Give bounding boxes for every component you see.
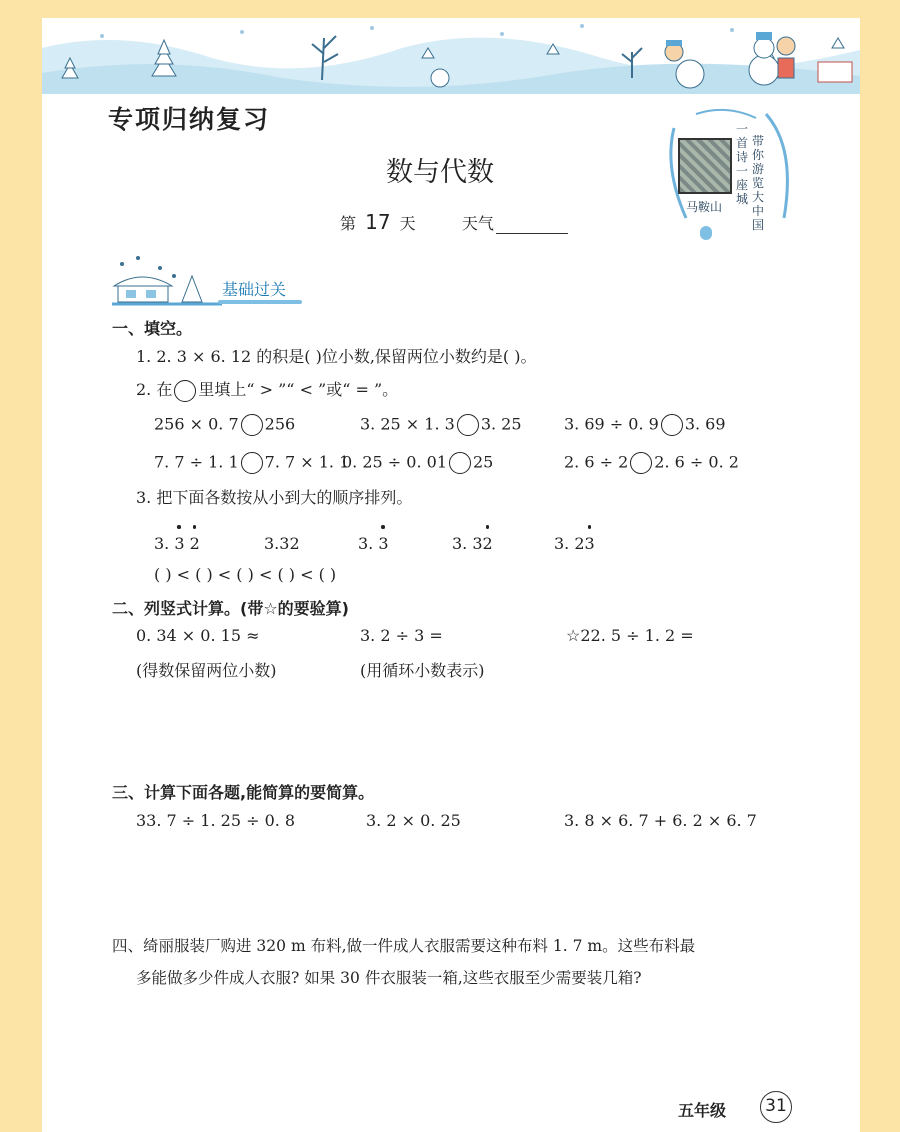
q2-item-2: 3. 2 ÷ 3 = bbox=[360, 626, 443, 645]
q3-item-3: 3. 8 × 6. 7 + 6. 2 × 6. 7 bbox=[564, 811, 757, 830]
compare-circle[interactable] bbox=[661, 414, 683, 436]
compare-circle[interactable] bbox=[241, 452, 263, 474]
compare-circle[interactable] bbox=[241, 414, 263, 436]
compare-circle[interactable] bbox=[449, 452, 471, 474]
section-title: 专项归纳复习 bbox=[108, 105, 271, 134]
compare-right: 25 bbox=[473, 452, 494, 472]
q1-item2-suffix: 里填上“ > ”“ < ”或“ = ”。 bbox=[198, 380, 399, 399]
compare-right: 2. 6 ÷ 0. 2 bbox=[654, 452, 739, 472]
decimal-number-3: 3. 3 bbox=[358, 534, 389, 553]
compare-left: 0. 25 ÷ 0. 01 bbox=[342, 452, 447, 472]
compare-left: 2. 6 ÷ 2 bbox=[564, 452, 629, 472]
compare-right: 3. 25 bbox=[480, 414, 522, 434]
q2-item-3: ☆22. 5 ÷ 1. 2 = bbox=[566, 626, 694, 645]
worksheet-page bbox=[42, 18, 860, 1132]
decimal-number-2: 3.32 bbox=[264, 534, 300, 553]
compare-row-2-c bbox=[564, 452, 739, 474]
main-title: 数与代数 bbox=[386, 157, 494, 188]
q2-note-2: (用循环小数表示) bbox=[360, 661, 485, 680]
compare-circle[interactable] bbox=[630, 452, 652, 474]
winter-banner-illustration bbox=[42, 18, 860, 94]
weather-label: 天气 bbox=[461, 214, 494, 233]
compare-row-1-b bbox=[360, 414, 522, 436]
compare-circle[interactable] bbox=[457, 414, 479, 436]
grade-label: 五年级 bbox=[678, 1101, 727, 1120]
q1-item1: 1. 2. 3 × 6. 12 的积是( )位小数,保留两位小数约是( )。 bbox=[136, 347, 537, 366]
compare-circle-example bbox=[174, 380, 196, 402]
order-answer-row[interactable]: ( ) < ( ) < ( ) < ( ) < ( ) bbox=[154, 565, 337, 584]
q4-line-1: 四、绮丽服装厂购进 320 m 布料,做一件成人衣服需要这种布料 1. 7 m。这些布料最 bbox=[112, 937, 696, 955]
compare-left: 3. 69 ÷ 0. 9 bbox=[564, 414, 659, 434]
compare-row-2-a bbox=[154, 452, 349, 474]
compare-row-2-b bbox=[342, 452, 493, 474]
weather-blank[interactable] bbox=[496, 217, 568, 234]
day-line bbox=[340, 210, 568, 234]
badge-underline bbox=[218, 300, 302, 304]
q1-item2-prefix: 2. 在 bbox=[136, 380, 173, 399]
qr-caption-col2: 带你游览大中国 bbox=[752, 134, 765, 232]
q3-heading: 三、计算下面各题,能简算的要简算。 bbox=[112, 783, 375, 802]
qr-caption-col1: 一首诗一座城 bbox=[736, 122, 749, 206]
page-number: 31 bbox=[760, 1091, 792, 1123]
day-prefix: 第 bbox=[340, 214, 357, 233]
q1-item2 bbox=[136, 377, 398, 402]
q4-line-2: 多能做多少件成人衣服? 如果 30 件衣服装一箱,这些衣服至少需要装几箱? bbox=[136, 969, 642, 987]
compare-row-1-c bbox=[564, 414, 726, 436]
q3-item-1: 33. 7 ÷ 1. 25 ÷ 0. 8 bbox=[136, 811, 296, 830]
compare-left: 256 × 0. 7 bbox=[154, 414, 239, 434]
badge-label: 基础过关 bbox=[222, 280, 287, 299]
decimal-number-1: 3. 3 2 bbox=[154, 534, 200, 553]
qr-caption-city: 马鞍山 bbox=[686, 200, 723, 214]
q2-note-1: (得数保留两位小数) bbox=[136, 661, 277, 680]
qr-code-block bbox=[656, 108, 806, 243]
house-snow-icon bbox=[112, 254, 222, 306]
day-number: 17 bbox=[365, 210, 391, 234]
decimal-number-5: 3. 23 bbox=[554, 534, 595, 553]
q1-item3: 3. 把下面各数按从小到大的顺序排列。 bbox=[136, 488, 413, 507]
q2-item-1: 0. 34 × 0. 15 ≈ bbox=[136, 626, 260, 645]
q3-item-2: 3. 2 × 0. 25 bbox=[366, 811, 461, 830]
compare-left: 3. 25 × 1. 3 bbox=[360, 414, 455, 434]
q2-heading: 二、列竖式计算。(带☆的要验算) bbox=[112, 599, 349, 618]
compare-row-1-a bbox=[154, 414, 295, 436]
compare-right: 7. 7 × 1. 1 bbox=[264, 452, 350, 472]
compare-left: 7. 7 ÷ 1. 1 bbox=[154, 452, 239, 472]
compare-right: 256 bbox=[264, 414, 296, 434]
qr-code-image[interactable] bbox=[678, 138, 732, 194]
decimal-number-4: 3. 32 bbox=[452, 534, 493, 553]
compare-right: 3. 69 bbox=[684, 414, 726, 434]
q1-heading: 一、填空。 bbox=[112, 319, 193, 338]
day-suffix: 天 bbox=[399, 214, 416, 233]
